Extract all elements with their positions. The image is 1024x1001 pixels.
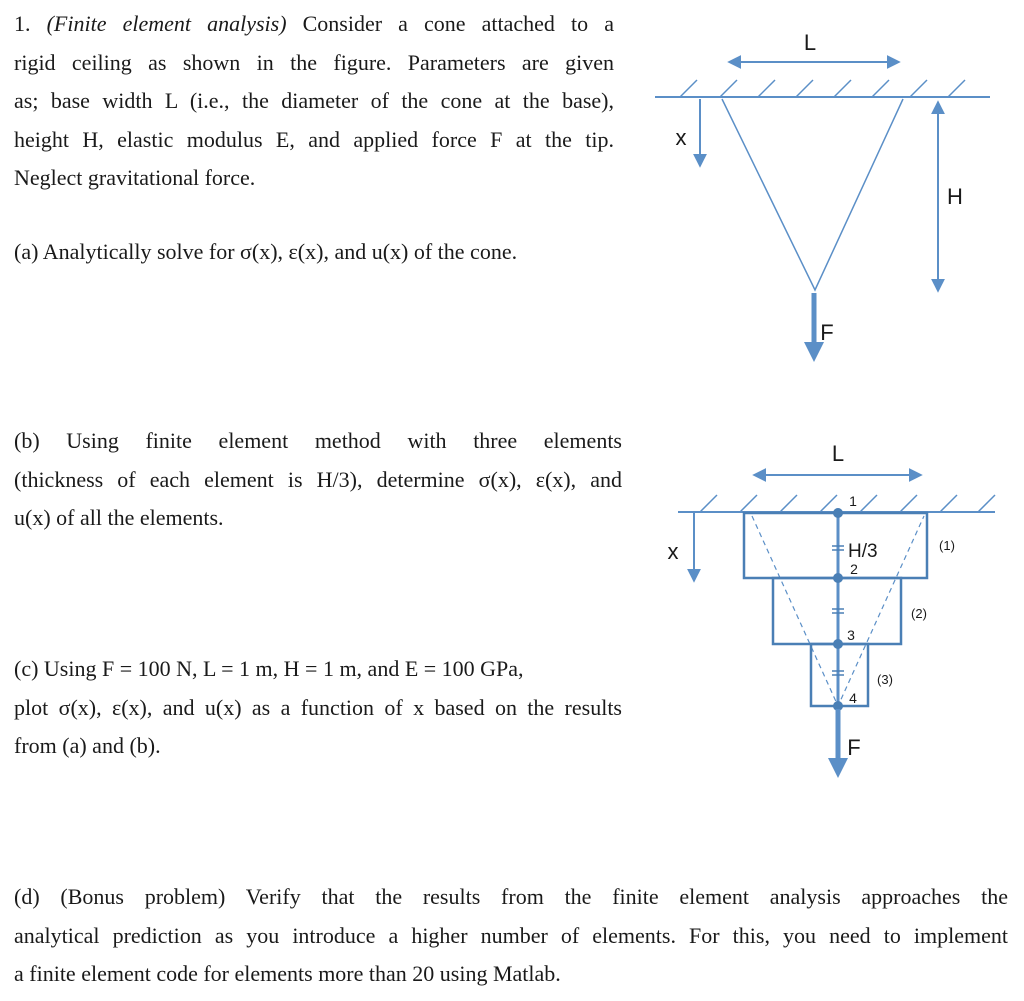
node-2 <box>833 573 843 583</box>
element-1-label: (1) <box>939 538 955 553</box>
node-3 <box>833 639 843 649</box>
part-c-line-2: from (a) and (b). <box>14 733 161 758</box>
problem-number: 1. <box>14 11 31 36</box>
fig2-ceiling-hatch <box>700 495 995 512</box>
part-b-line-2: u(x) of all the elements. <box>14 505 224 530</box>
fig2-force-label: F <box>847 735 861 760</box>
fig1-height-label: H <box>947 184 963 209</box>
fig1-x-label: x <box>675 125 687 150</box>
fig2-width-label: L <box>831 441 845 466</box>
node-1 <box>833 508 843 518</box>
part-b-line-0: (b) Using finite element method with three elements <box>14 428 622 453</box>
fig2-x-label: x <box>667 539 679 564</box>
element-thickness-label: H/3 <box>848 541 878 562</box>
part-b-line-1: (thickness of each element is H/3), determine σ(x), ε(x), and <box>14 466 622 492</box>
intro-line-0: Consider a cone attached to a <box>302 11 615 36</box>
node-4-label: 4 <box>849 690 857 706</box>
node-3-label: 3 <box>847 627 855 643</box>
element-3-label: (3) <box>877 672 893 687</box>
part-d-line-2: a finite element code for elements more than 20 using Matlab. <box>14 961 561 986</box>
part-a-line-0: (a) Analytically solve for σ(x), ε(x), and u(x) of the cone. <box>14 239 518 264</box>
fig1-cone-outline <box>722 99 903 290</box>
part-c-line-1: plot σ(x), ε(x), and u(x) as a function of x based on the results <box>14 694 622 720</box>
figure-elements <box>668 441 996 768</box>
part-c-line-0: (c) Using F = 100 N, L = 1 m, H = 1 m, and E = 100 GPa, <box>14 656 524 681</box>
part-d-line-1: analytical prediction as you introduce a higher number of elements. For this, you need to implement <box>14 922 1008 948</box>
intro-line-1: rigid ceiling as shown in the figure. Parameters are given <box>14 49 614 75</box>
node-1-label: 1 <box>849 493 857 509</box>
intro-line-3: height H, elastic modulus E, and applied force F at the tip. <box>14 126 614 152</box>
intro-line-2: as; base width L (i.e., the diameter of the cone at the base), <box>14 88 614 113</box>
part-d-line-0: (d) (Bonus problem) Verify that the results from the finite element analysis approaches the <box>14 884 1008 909</box>
problem-topic: (Finite element analysis) <box>46 11 287 36</box>
fig1-force-label: F <box>820 320 834 345</box>
figure-cone <box>655 30 990 352</box>
node-2-label: 2 <box>850 561 858 577</box>
fig1-ceiling-hatch <box>680 80 965 97</box>
fig1-width-label: L <box>803 30 817 55</box>
intro-line-4: Neglect gravitational force. <box>14 165 256 190</box>
element-2-label: (2) <box>911 606 927 621</box>
